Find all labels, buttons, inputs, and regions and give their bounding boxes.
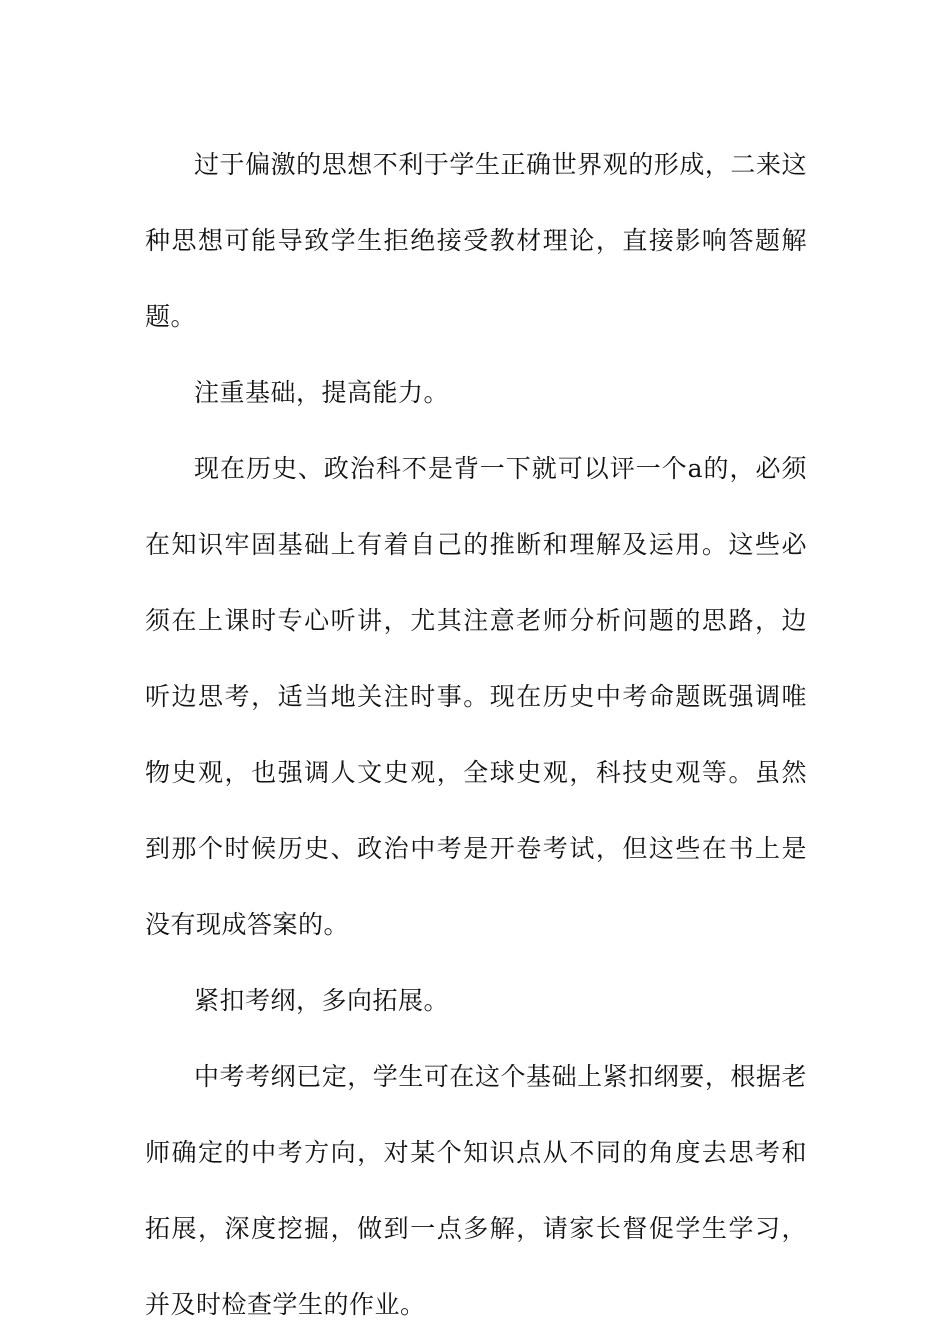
heading-focus-basics: 注重基础，提高能力。 [194, 378, 450, 407]
document-body [145, 127, 807, 1343]
paragraph-worldview-warning: 过于偏激的思想不利于学生正确世界观的形成，二来这种思想可能导致学生拒绝接受教材理论，直接影响答题解题。 [145, 150, 807, 331]
heading-exam-outline: 紧扣考纲，多向拓展。 [194, 986, 450, 1015]
paragraph-exam-outline: 中考考纲已定，学生可在这个基础上紧扣纲要，根据老师确定的中考方向，对某个知识点从不同的角度去思考和拓展，深度挖掘，做到一点多解，请家长督促学生学习，并及时检查学生的作业。 [145, 1062, 807, 1319]
paragraph-history-politics: 现在历史、政治科不是背一下就可以评一个a的，必须在知识牢固基础上有着自己的推断和理解及运用。这些必须在上课时专心听讲，尤其注意老师分析问题的思路，边听边思考，适当地关注时事。现在历史中考命题既强调唯物史观，也强调人文史观，全球史观，科技史观等。虽然到那个时候历史、政治中考是开卷考试，但这些在书上是没有现成答案的。 [145, 454, 807, 939]
